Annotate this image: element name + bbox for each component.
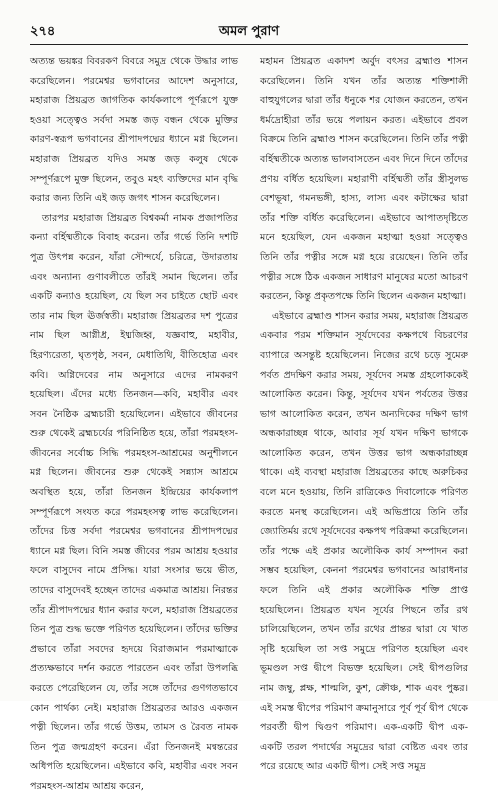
paragraph: এইভাবে ব্রহ্মাণ্ড শাসন করার সময়, মহারাজ প্রিয়ব্রত একবার পরম শক্তিমান সূর্যদেবের কক্ষপথে বিচরণের ব্যাপারে অসন্তুষ্ট হয়েছিলেন। নিজের রথে চড়ে সুমেরু পর্বত প্রদক্ষিণ করার সময়, সূর্যদেব সমস্ত গ্রহলোককেই আলোকিত করেন। কিন্তু, সূর্যদেব যখন পর্বতের উত্তর ভাগ আলোকিত করেন, তখন অন্যদিকের দক্ষিণ ভাগ অন্ধকারাচ্ছন্ন থাকে, আবার সূর্য যখন দক্ষিণ ভাগকে আলোকিত করেন, তখন উত্তর ভাগ অন্ধকারাচ্ছন্ন থাকে। এই ব্যবস্থা মহারাজ প্রিয়ব্রতের কাছে অরুচিকর বলে মনে হওয়ায়, তিনি রাত্রিকেও দিবালোকে পরিণত করতে মনস্থ করেছিলেন। এই অভিপ্রায়ে তিনি তাঁর জ্যোতির্ময় রথে সূর্যদেবের কক্ষপথ পরিক্রমা করেছিলেন। তাঁর পক্ষে এই প্রকার অলৌকিক কার্য সম্পাদন করা সম্ভব হয়েছিল, কেননা পরমেশ্বর ভগবানের আরাধনার ফলে তিনি এই প্রকার অলৌকিক শক্তি প্রাপ্ত হয়েছিলেন। প্রিয়ব্রত যখন সূর্যের পিছনে তাঁর রথ চালিয়েছিলেন, তখন তাঁর রথের প্রান্তর দ্বারা যে খাত সৃষ্টি হয়েছিল তা সপ্ত সমুদ্রে পরিণত হয়েছিল এবং ভূমণ্ডল সপ্ত দ্বীপে বিভক্ত হয়েছিল। সেই দ্বীপগুলির নাম জম্বু, প্লক্ষ, শাল্মলি, কুশ, ক্রৌঞ্চ, শাক এবং পুষ্কর। এই সমস্ত দ্বীপের পরিমাণ ক্রমানুসারে পূর্ব পূর্ব দ্বীপ থেকে পরবর্তী দ্বীপ দ্বিগুণ পরিমাণ। এক-একটি দ্বীপ এক-একটি তরল পদার্থের সমুদ্রের দ্বারা বেষ্টিত এবং তার পরে রয়েছে আর একটি দ্বীপ। সেই সপ্ত সমুদ্র	[260, 310, 468, 773]
paragraph: তারপর মহারাজ প্রিয়ব্রত বিশ্বকর্মা নামক প্রজাপতির কন্যা বর্হিষ্মতীকে বিবাহ করেন। তাঁর গর্ভে তিনি দশটি পুত্র উৎপন্ন করেন, যাঁরা সৌন্দর্যে, চরিত্রে, উদারতায় এবং অন্যান্য গুণাবলীতে তাঁরই সমান ছিলেন। তাঁর একটি কন্যাও হয়েছিল, যে ছিল সব চাইতে ছোট এবং তার নাম ছিল ঊর্জস্বতী। মহারাজ প্রিয়ব্রতর দশ পুত্রের নাম ছিল আগ্নীধ্র, ইধ্মজিহ্ব, যজ্ঞবাহু, মহাবীর, হিরণ্যরেতা, ঘৃতপৃষ্ঠ, সবন, মেধাতিথি, বীতিহোত্র এবং কবি। অগ্নিদেবের নাম অনুসারে এদের নামকরণ হয়েছিল। এঁদের মধ্যে তিনজন—কবি, মহাবীর এবং সবন নৈষ্ঠিক ব্রহ্মচারী হয়েছিলেন। এইভাবে জীবনের শুরু থেকেই ব্রহ্মচর্যের পরিনিষ্ঠিত হয়ে, তাঁরা পরমহংস-জীবনের সর্বোচ্চ সিদ্ধি পরমহংস-আশ্রমের অনুশীলনে মগ্ন ছিলেন। জীবনের শুরু থেকেই সন্ন্যাস আশ্রমে অবস্থিত হয়ে, তাঁরা তিনজন ইন্দ্রিয়ের কার্যকলাপ সম্পূর্ণরূপে সংযত করে পরমহংসত্ব লাভ করেছিলেন। তাঁদের চিত্ত সর্বদা পরমেশ্বর ভগবানের শ্রীপাদপদ্মের ধ্যানে মগ্ন ছিল। বিনি সমস্ত জীবের পরম আশ্রয় হওয়ার ফলে বাসুদেব নামে প্রসিদ্ধ। যারা সংসার ভয়ে ভীত, তাদের বাসুদেবই হচ্ছেন তাদের একমাত্র আশ্রয়। নিরন্তর তাঁর শ্রীপাদপদ্মের ধ্যান করার ফলে, মহারাজ প্রিয়ব্রতের তিন পুত্র শুদ্ধ ভক্তে পরিণত হয়েছিলেন। তাঁদের ভক্তির প্রভাবে তাঁরা সবদের হৃদয়ে বিরাজমান পরমাত্মাকে প্রত্যক্ষভাবে দর্শন করতে পারতেন এবং তাঁরা উপলব্ধি করতে পেরেছিলেন যে, তাঁর সঙ্গে তাঁদের গুণগতভাবে কোন পার্থক্য নেই। মহারাজ প্রিয়ব্রতর আরও একজন পত্নী ছিলেন। তাঁর গর্ভে উত্তম, তামস ও রৈবত নামক তিন পুত্র জন্মগ্রহণ করেন। এঁরা তিনজনই মন্বন্তরের অধিপতি হয়েছিলেন। এইভাবে কবি, মহাবীর এবং সবন পরমহংস-আশ্রম আশ্রয় করেন,	[30, 212, 238, 792]
page-header	[30, 22, 468, 44]
header-rule	[30, 44, 468, 45]
page-number: ২৭৪	[30, 24, 56, 39]
paragraph: অত্যন্ত ভয়ঙ্কর বিবরকণ বিবরে সমুদ্র থেকে উদ্ধার লাভ করেছিলেন। পরমেশ্বর ভগবানের আদেশ অনুসারে, মহারাজ প্রিয়ব্রত জাগতিক কার্যকলাপে পূর্ণরূপে যুক্ত হওয়া সত্ত্বেও সর্বদা সমস্ত জড় বন্ধন থেকে মুক্তির কারণ-স্বরূপ ভগবানের শ্রীপাদপদ্মের ধ্যানে মগ্ন ছিলেন। মহারাজ প্রিয়ব্রত যদিও সমস্ত জড় কলুষ থেকে সম্পূর্ণরূপে মুক্ত ছিলেন, তবুও মহৎ ব্যক্তিদের মান বৃদ্ধি করার জন্য তিনি এই জড় জগৎ শাসন করেছিলেন।	[30, 56, 238, 205]
left-column	[30, 52, 238, 792]
right-column	[260, 52, 468, 773]
paragraph: মহামন প্রিয়ব্রত একাদশ অর্বুদ বৎসর ব্রহ্মাণ্ড শাসন করেছিলেন। তিনি যখন তাঁর অত্যন্ত শক্তিশালী বাহুযুগলের দ্বারা তাঁর ধনুকে শর যোজন করতেন, তখন ধর্মদ্রোহীরা তাঁর ভয়ে পলায়ন করত। এইভাবে প্রবল বিক্রমে তিনি ব্রহ্মাণ্ড শাসন করেছিলেন। তিনি তাঁর পত্নী বর্হিষ্মতীকে অত্যন্ত ভালবাসতেন এবং দিনে দিনে তাঁদের প্রণয় বর্ধিত হয়েছিল। মহারাণী বর্হিষ্মতী তাঁর স্ত্রীসুলভ বেশভূষা, গমনভঙ্গী, হাস্য, লাস্য এবং কটাক্ষের দ্বারা তাঁর শক্তি বর্ধিত করেছিলেন। এইভাবে আপাতদৃষ্টিতে মনে হয়েছিল, যেন একজন মহাত্মা হওয়া সত্ত্বেও তিনি তাঁর পত্নীর সঙ্গে মগ্ন হয়ে রয়েছেন। তিনি তাঁর পত্নীর সঙ্গে ঠিক একজন সাধারণ মানুষের মতো আচরণ করতেন, কিন্তু প্রকৃতপক্ষে তিনি ছিলেন একজন মহাত্মা।	[260, 56, 468, 303]
running-title: অমল পুরাণ	[218, 24, 280, 39]
